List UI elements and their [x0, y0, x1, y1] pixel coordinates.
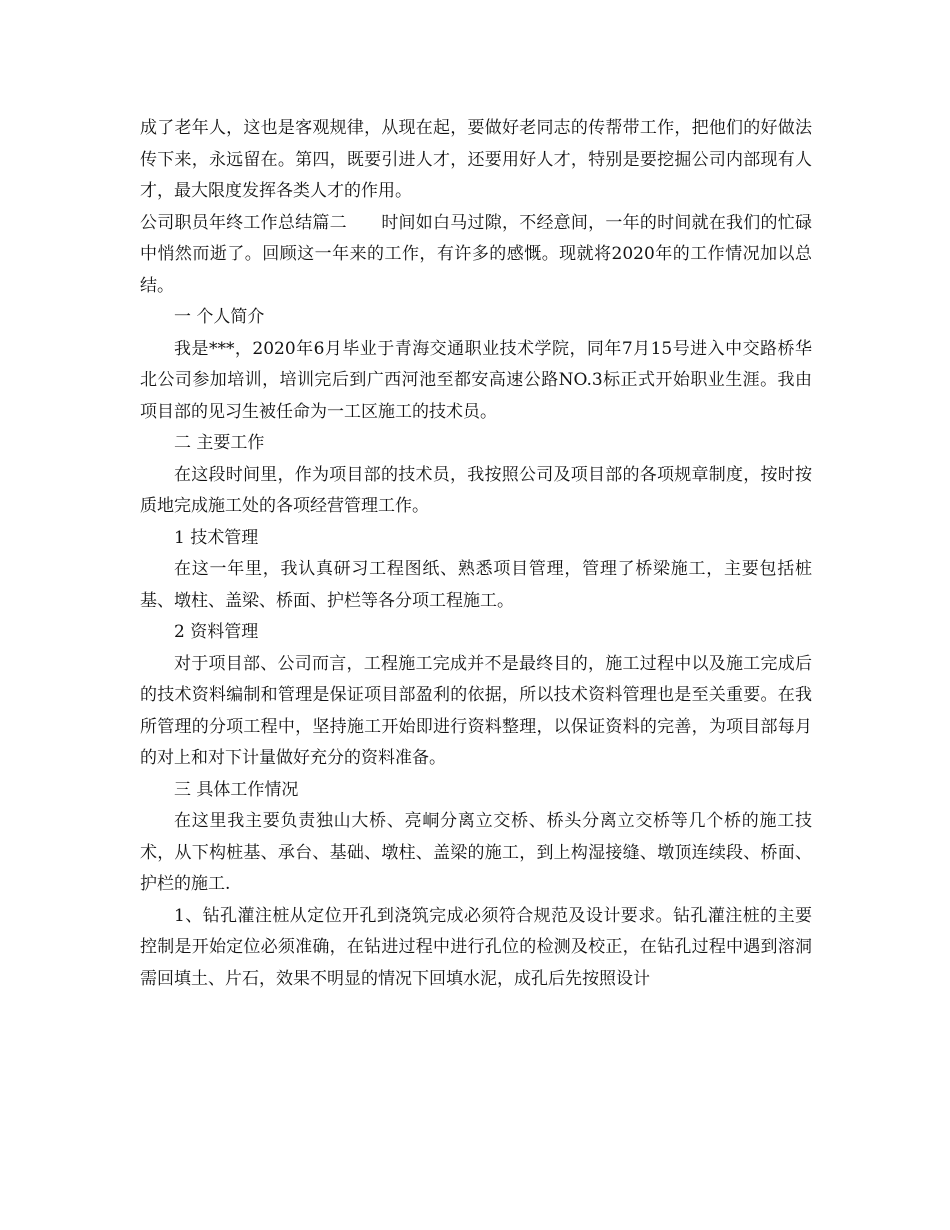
section-heading: 三 具体工作情况: [174, 779, 299, 800]
paragraph: 公司职员年终工作总结篇二 时间如白马过隙，不经意间，一年的时间就在我们的忙碌中悄然而逝了。回顾这一年来的工作，有许多的感慨。现就将2020年的工作情况加以总结。: [140, 212, 812, 296]
paragraph: 在这里我主要负责独山大桥、亮峒分离立交桥、桥头分离立交桥等几个桥的施工技术，从下构桩基、承台、基础、墩柱、盖梁的施工，到上构湿接缝、墩顶连续段、桥面、护栏的施工.: [140, 811, 812, 894]
paragraph: 我是***，2020年6月毕业于青海交通职业技术学院，同年7月15号进入中交路桥华北公司参加培训，培训完后到广西河池至都安高速公路NO.3标正式开始职业生涯。我由项目部的见习生被任命为一工区施工的技术员。: [140, 338, 812, 422]
subsection-heading: 1 技术管理: [174, 527, 259, 548]
subsection-heading: 2 资料管理: [174, 622, 259, 642]
paragraph: 成了老年人，这也是客观规律，从现在起，要做好老同志的传帮带工作，把他们的好做法传下来，永远留在。第四，既要引进人才，还要用好人才，特别是要挖掘公司内部现有人才，最大限度发挥各类人才的作用。: [140, 118, 812, 201]
document-body: [140, 113, 812, 995]
section-heading: 二 主要工作: [174, 433, 265, 453]
paragraph: 在这段时间里，作为项目部的技术员，我按照公司及项目部的各项规章制度，按时按质地完成施工处的各项经营管理工作。: [140, 464, 812, 516]
paragraph: 对于项目部、公司而言，工程施工完成并不是最终目的，施工过程中以及施工完成后的技术资料编制和管理是保证项目部盈利的依据，所以技术资料管理也是至关重要。在我所管理的分项工程中，坚持施工开始即进行资料整理，以保证资料的完善，为项目部每月的对上和对下计量做好充分的资料准备。: [140, 653, 812, 768]
paragraph: 1、钻孔灌注桩从定位开孔到浇筑完成必须符合规范及设计要求。钻孔灌注桩的主要控制是开始定位必须准确，在钻进过程中进行孔位的检测及校正，在钻孔过程中遇到溶洞需回填土、片石，效果不明显的情况下回填水泥，成孔后先按照设计: [140, 905, 812, 989]
paragraph: 在这一年里，我认真研习工程图纸、熟悉项目管理，管理了桥梁施工，主要包括桩基、墩柱、盖梁、桥面、护栏等各分项工程施工。: [140, 559, 812, 611]
section-heading: 一 个人简介: [174, 307, 265, 327]
